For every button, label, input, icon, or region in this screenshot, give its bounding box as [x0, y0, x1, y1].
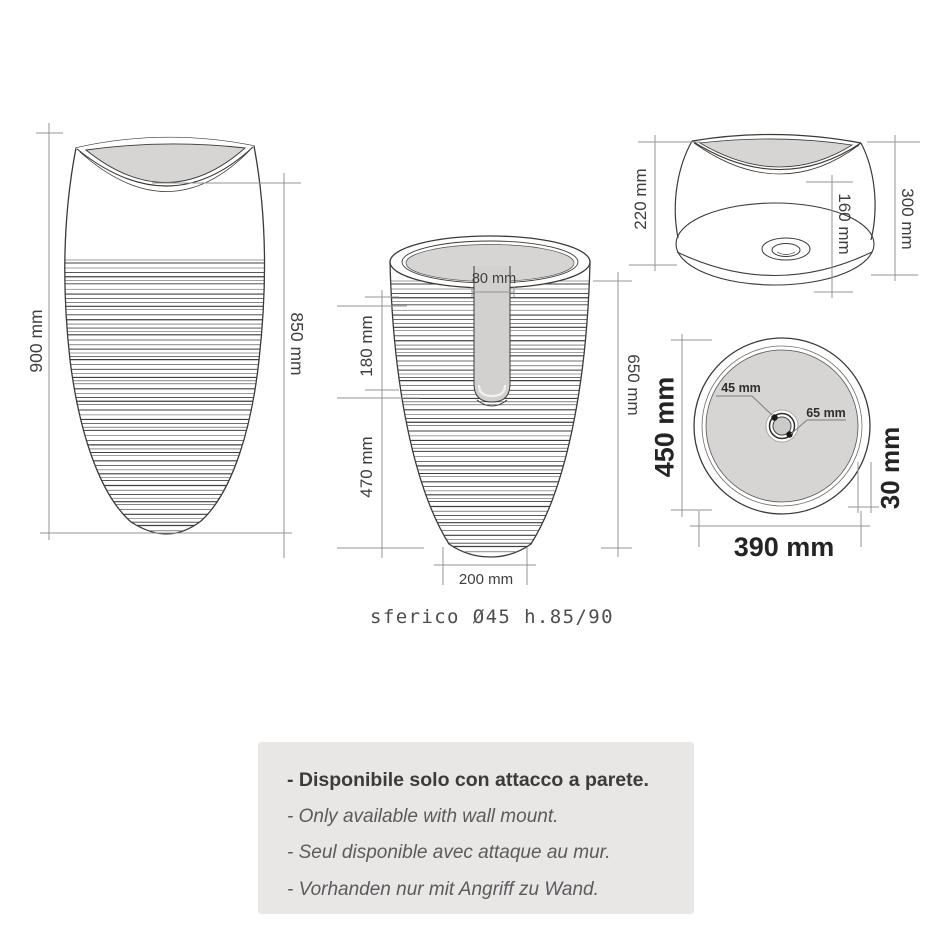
- product-caption: sferico Ø45 h.85/90: [370, 606, 614, 628]
- note-line-en: - Only available with wall mount.: [287, 805, 559, 827]
- back-view: [337, 236, 643, 628]
- dim-label-front-height: 220 mm: [630, 168, 650, 230]
- note-line-fr: - Seul disponible avec attaque au mur.: [287, 842, 611, 863]
- dim-label-drain-recess: 65 mm: [806, 406, 846, 420]
- note-line-de: - Vorhanden nur mit Angriff zu Wand.: [287, 878, 599, 900]
- dim-label-basin-height: 850 mm: [286, 312, 307, 376]
- dim-label-lower-section: 470 mm: [356, 436, 376, 498]
- dim-label-bowl-depth: 160 mm: [835, 193, 855, 255]
- dim-label-outer-diameter: 450 mm: [649, 376, 680, 478]
- basin-side-view: [629, 134, 920, 298]
- dim-label-back-height: 300 mm: [898, 188, 918, 250]
- dim-label-drain-hole: 45 mm: [721, 381, 761, 395]
- notes-box: [258, 742, 694, 914]
- dim-label-upper-section: 180 mm: [356, 315, 376, 377]
- dim-label-total-height: 900 mm: [26, 309, 47, 373]
- top-view: [649, 334, 905, 562]
- dim-label-inner-diameter: 390 mm: [733, 532, 835, 562]
- note-line-it: - Disponibile solo con attacco a parete.: [287, 769, 649, 791]
- front-view: [26, 123, 307, 558]
- dim-label-side-height: 650 mm: [624, 354, 644, 416]
- dim-label-slot-width: 80 mm: [471, 271, 517, 287]
- dim-label-base-width: 200 mm: [458, 571, 514, 588]
- dim-label-rim-width: 30 mm: [875, 426, 906, 510]
